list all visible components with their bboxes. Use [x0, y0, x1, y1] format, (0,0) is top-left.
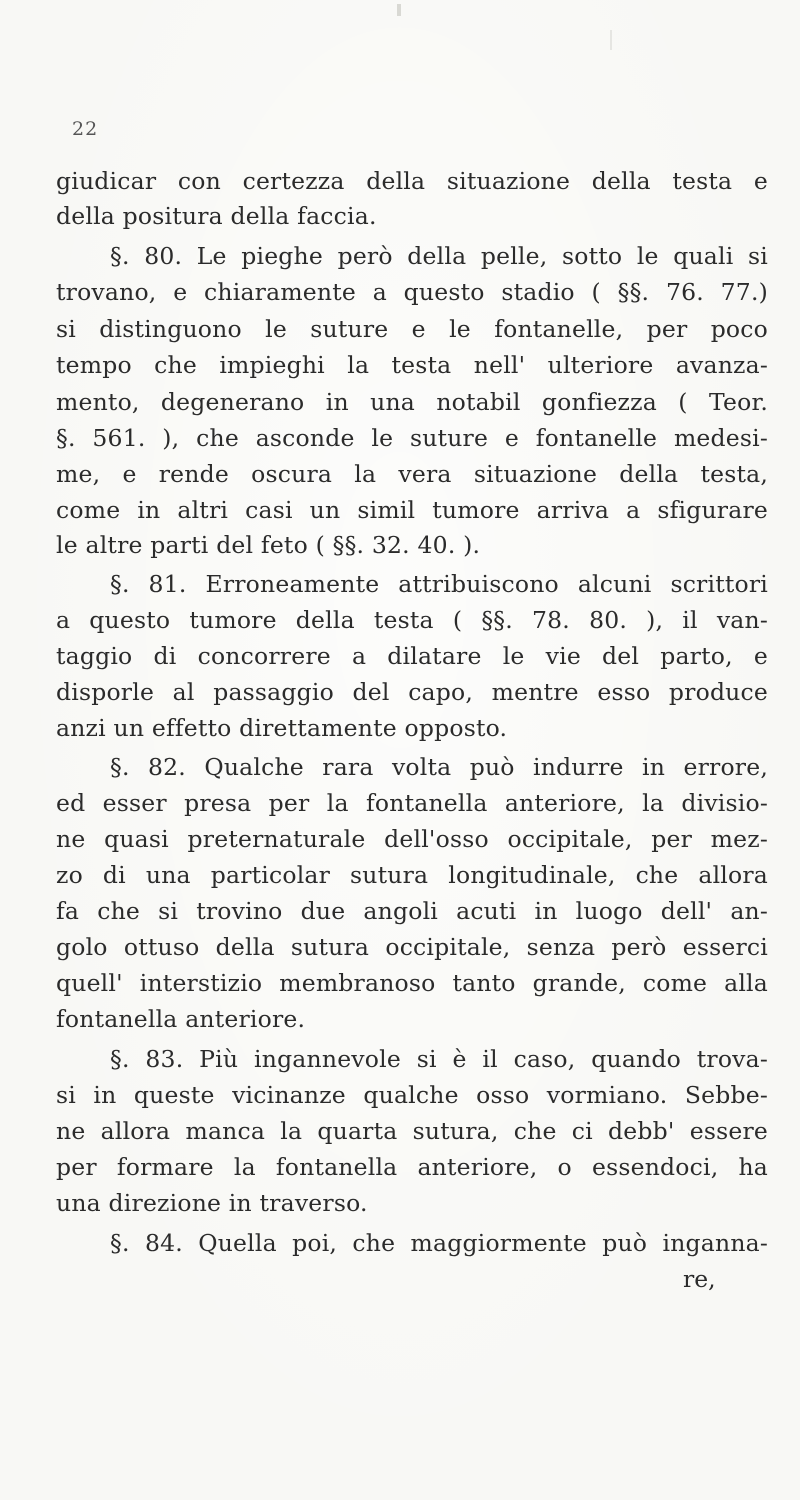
text-line: §. 80. Le pieghe però della pelle, sotto le quali si	[110, 242, 768, 270]
text-line: le altre parti del feto ( §§. 32. 40. ).	[56, 531, 481, 559]
text-line: quell' interstizio membranoso tanto grande, come alla	[56, 969, 768, 997]
paper-specks	[397, 4, 401, 16]
text-line: ed esser presa per la fontanella anteriore, la divisio-	[56, 789, 768, 817]
text-line: fontanella anteriore.	[56, 1005, 306, 1033]
text-line: fa che si trovino due angoli acuti in luogo dell' an-	[56, 897, 768, 925]
text-line: §. 82. Qualche rara volta può indurre in errore,	[110, 753, 768, 781]
text-line: trovano, e chiaramente a questo stadio ( §§. 76. 77.)	[56, 278, 768, 306]
text-line: giudicar con certezza della situazione della testa e	[56, 167, 768, 195]
text-line: §. 561. ), che asconde le suture e fontanelle medesi-	[56, 424, 768, 452]
text-line: si distinguono le suture e le fontanelle, per poco	[56, 315, 768, 343]
text-line: come in altri casi un simil tumore arriva a sfigurare	[56, 496, 768, 524]
text-line: me, e rende oscura la vera situazione della testa,	[56, 460, 768, 488]
text-line: per formare la fontanella anteriore, o essendoci, ha	[56, 1153, 768, 1181]
text-line: golo ottuso della sutura occipitale, senza però esserci	[56, 933, 768, 961]
text-line: anzi un effetto direttamente opposto.	[56, 714, 508, 742]
text-line: della positura della faccia.	[56, 202, 377, 230]
text-line: ne quasi preternaturale dell'osso occipitale, per mez-	[56, 825, 768, 853]
text-line: a questo tumore della testa ( §§. 78. 80. ), il van-	[56, 606, 768, 634]
text-line: zo di una particolar sutura longitudinale, che allora	[56, 861, 768, 889]
text-line: disporle al passaggio del capo, mentre esso produce	[56, 678, 768, 706]
text-line: ne allora manca la quarta sutura, che ci debb' essere	[56, 1117, 768, 1145]
text-line: §. 81. Erroneamente attribuiscono alcuni scrittori	[110, 570, 768, 598]
text-line: una direzione in traverso.	[56, 1189, 368, 1217]
text-line: si in queste vicinanze qualche osso vormiano. Sebbe-	[56, 1081, 768, 1109]
text-line: mento, degenerano in una notabil gonfiezza ( Teor.	[56, 388, 768, 416]
paper-specks	[610, 30, 612, 50]
page-number: 22	[72, 118, 99, 140]
text-line: taggio di concorrere a dilatare le vie del parto, e	[56, 642, 768, 670]
catchword: re,	[683, 1265, 716, 1293]
text-line: §. 83. Più ingannevole si è il caso, quando trova-	[110, 1045, 768, 1073]
text-line: tempo che impieghi la testa nell' ulteriore avanza-	[56, 351, 768, 379]
text-line: §. 84. Quella poi, che maggiormente può inganna-	[110, 1229, 768, 1257]
